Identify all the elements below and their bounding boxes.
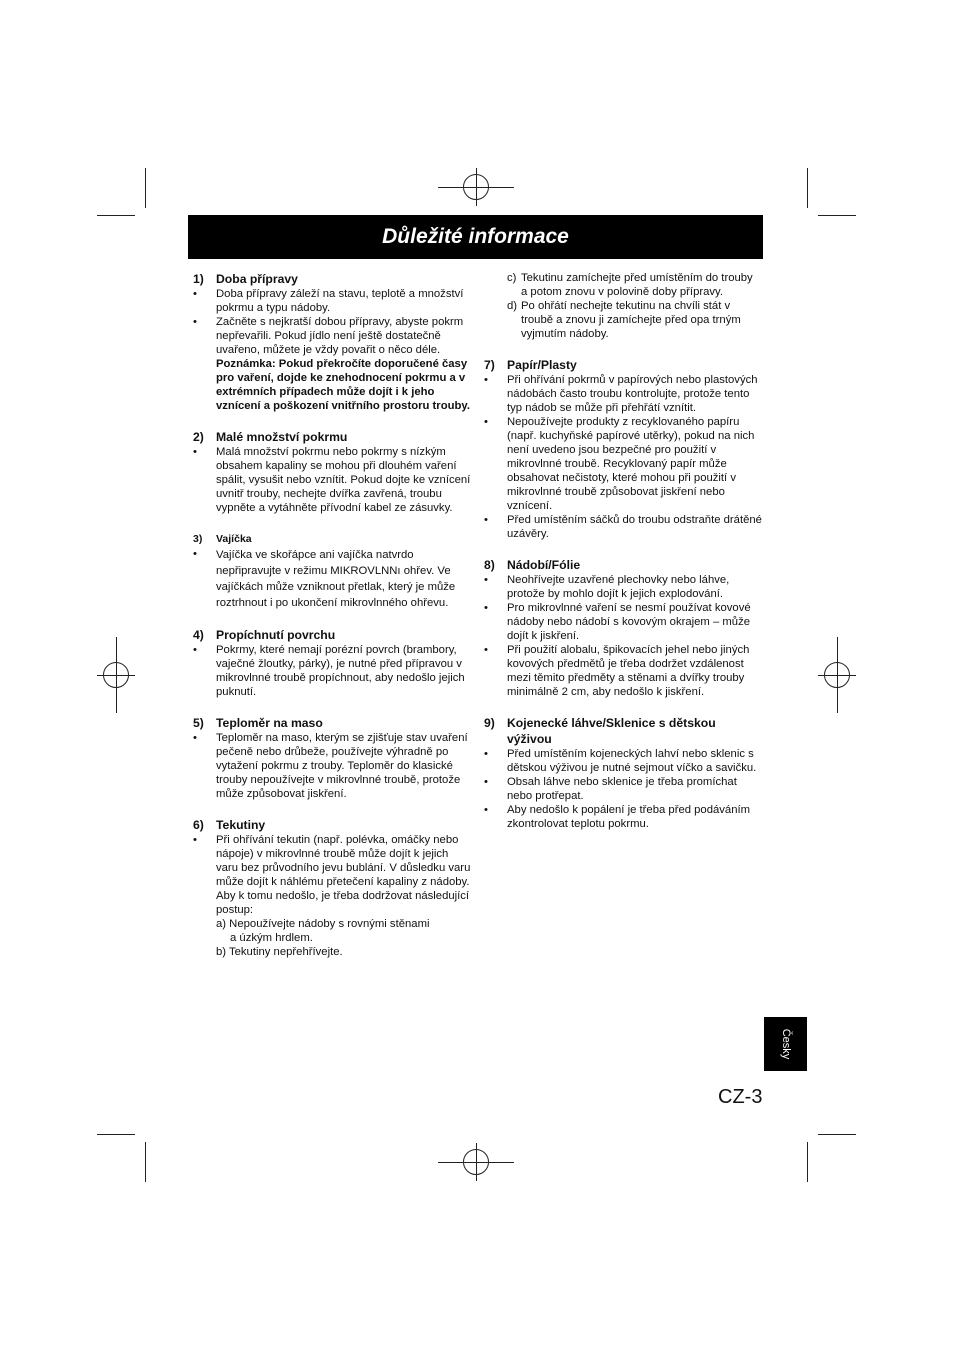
section [484, 271, 762, 341]
crop-mark [818, 215, 856, 216]
bullet-glyph: • [484, 602, 488, 614]
bullet-item [484, 775, 762, 803]
section [193, 531, 473, 611]
section-heading-text: Kojenecké láhve/Sklenice s dětskou výživou [507, 716, 716, 746]
bullet-item [193, 287, 473, 315]
bullet-item [484, 573, 762, 601]
bullet-text: Při ohřívání tekutin (např. polévka, omáčky nebo nápoje) v mikrovlnné troubě může dojít k jejich varu bez průvodního jevu bublání. V důsledku varu může dojít k náhlému přetečení kapaliny z nádoby. Aby k tomu nedošlo, je třeba dodržovat následující postup: [216, 834, 471, 916]
registration-circle [463, 174, 489, 200]
bullet-item [193, 315, 473, 357]
bullet-item [484, 373, 762, 415]
bullet-text: Pro mikrovlnné vaření se nesmí používat kovové nádoby nebo nádobí s kovovým okrajem – může dojít k jiskření. [507, 602, 751, 642]
bullet-glyph: • [193, 644, 197, 656]
page-title: Důležité informace [382, 225, 569, 248]
section-number: 8) [484, 558, 495, 572]
page-number: CZ-3 [718, 1086, 763, 1108]
section-number: 7) [484, 358, 495, 372]
bullet-glyph: • [484, 574, 488, 586]
section [193, 627, 473, 699]
bullet-item [193, 445, 473, 515]
bullet-glyph: • [193, 548, 197, 560]
bullet-glyph: • [193, 732, 197, 744]
bullet-text: Doba přípravy záleží na stavu, teplotě a množství pokrmu a typu nádoby. [216, 288, 464, 314]
crop-mark [807, 1142, 808, 1182]
crop-mark [145, 168, 146, 208]
section-heading [193, 627, 473, 643]
section-heading [484, 557, 762, 573]
bullet-item [484, 803, 762, 831]
bullet-glyph: • [484, 644, 488, 656]
step-text: Po ohřátí nechejte tekutinu na chvíli stát v troubě a znovu ji zamíchejte před opa trným vyjmutím nádoby. [521, 300, 741, 340]
section [484, 557, 762, 699]
step-text: Tekutinu zamíchejte před umístěním do trouby a potom znovu v polovině doby přípravy. [521, 272, 753, 298]
bullet-glyph: • [484, 748, 488, 760]
crop-mark [97, 215, 135, 216]
section-heading-text: Tekutiny [216, 818, 266, 832]
section-heading [193, 715, 473, 731]
bullet-text: Neohřívejte uzavřené plechovky nebo láhve, protože by mohlo dojít k jejich explodování. [507, 574, 730, 600]
bullet-glyph: • [484, 776, 488, 788]
bullet-item [484, 415, 762, 513]
crop-mark [97, 1134, 135, 1135]
bullet-item [193, 731, 473, 801]
section [193, 271, 473, 413]
bullet-text: Malá množství pokrmu nebo pokrmy s nízkým obsahem kapaliny se mohou při dlouhém vaření spálit, vysušit nebo vznítit. Pokud dojte ke vznícení uvnitř trouby, nechejte dvířka zavřená, troubu vypněte a vytáhněte přívodní kabel ze zásuvky. [216, 446, 471, 514]
section [193, 715, 473, 801]
section-number: 1) [193, 272, 204, 286]
bullet-glyph: • [484, 514, 488, 526]
bullet-glyph: • [193, 446, 197, 458]
title-banner [188, 215, 763, 259]
section-number: 2) [193, 430, 204, 444]
step-label: c) [507, 272, 517, 284]
registration-circle [824, 662, 850, 688]
bullet-text: Vajíčka ve skořápce ani vajíčka natvrdo nepřipravujte v režimu MIKROVLNNı ohřev. Ve vajíčkách může vzniknout přetlak, který je může roztrhnout i po ukončení mikrovlnného ohřevu. [216, 549, 456, 609]
bullet-item [193, 643, 473, 699]
bullet-glyph: • [484, 416, 488, 428]
section-number: 5) [193, 716, 204, 730]
bullet-text: Obsah láhve nebo sklenice je třeba promíchat nebo protřepat. [507, 776, 737, 802]
section-heading [193, 271, 473, 287]
bullet-glyph: • [484, 804, 488, 816]
section [193, 429, 473, 515]
bullet-text: Před umístěním kojeneckých lahví nebo sklenic s dětskou výživou je nutné sejmout víčko a savičku. [507, 748, 757, 774]
crop-mark [807, 168, 808, 208]
bullet-text: Pokrmy, které nemají porézní povrch (brambory, vaječné žloutky, párky), je nutné před přípravou v mikrovlnné troubě propíchnout, aby nedošlo jejich puknutí. [216, 644, 465, 698]
section [484, 357, 762, 541]
bullet-text: Teploměr na maso, kterým se zjišťuje stav uvaření pečeně nebo drůbeže, používejte výhradně po vytažení pokrmu z trouby. Teploměr do klasické trouby nepoužívejte v mikrovlnné troubě, protože může způsobovat jiskření. [216, 732, 468, 800]
step-label: d) [507, 300, 518, 312]
step-item [484, 299, 762, 341]
bullet-item [484, 643, 762, 699]
right-column [484, 271, 762, 847]
section-heading-text: Propíchnutí povrchu [216, 628, 336, 642]
bullet-glyph: • [193, 288, 197, 300]
bullet-text: Aby nedošlo k popálení je třeba před podáváním zkontrolovat teplotu pokrmu. [507, 804, 751, 830]
language-tab-label: Česky [779, 1028, 792, 1060]
section-heading-text: Papír/Plasty [507, 358, 577, 372]
section-number: 4) [193, 628, 204, 642]
section-heading [484, 715, 762, 747]
section-heading [484, 357, 762, 373]
section [484, 715, 762, 831]
bullet-text: Před umístěním sáčků do troubu odstraňte drátěné uzávěry. [507, 514, 762, 540]
step-text: b) Tekutiny nepřehřívejte. [216, 946, 343, 958]
bullet-item [484, 747, 762, 775]
section [193, 817, 473, 959]
bullet-item [193, 547, 473, 611]
section-heading-text: Vajíčka [216, 533, 252, 545]
crop-mark [145, 1142, 146, 1182]
step-text: a) Nepoužívejte nádoby s rovnými stěnami [216, 918, 430, 930]
section-number: 9) [484, 716, 495, 730]
bullet-item [484, 601, 762, 643]
registration-circle [463, 1149, 489, 1175]
section-heading-text: Teploměr na maso [216, 716, 323, 730]
bullet-text: Nepoužívejte produkty z recyklovaného papíru (např. kuchyňské papírové utěrky), pokud na nich není uvedeno jsou bezpečné pro použití v mikrovlnné troubě. Recyklovaný papír může obsahovat nečistoty, které mohou při použití v mikrovlnné troubě způsobovat jiskření nebo vznícení. [507, 416, 755, 512]
section-heading-text: Doba přípravy [216, 272, 298, 286]
registration-circle [103, 662, 129, 688]
step-item [484, 271, 762, 299]
bullet-glyph: • [484, 374, 488, 386]
language-tab [764, 1017, 807, 1071]
bullet-text: Při použití alobalu, špikovacích jehel nebo jiných kovových předmětů je třeba dodržet vzdálenost mezi těmito předměty a stěnami a dvířky trouby minimálně 2 cm, aby nedošlo k jiskření. [507, 644, 750, 698]
section-heading [193, 531, 473, 547]
bullet-text: Při ohřívání pokrmů v papírových nebo plastových nádobách často troubu kontrolujte, protože tento typ nádob se může při přehřátí vznítit. [507, 374, 758, 414]
crop-mark [818, 1134, 856, 1135]
section-number: 3) [193, 533, 203, 545]
section-heading-text: Malé množství pokrmu [216, 430, 348, 444]
section-heading [193, 429, 473, 445]
section-heading-text: Nádobí/Fólie [507, 558, 581, 572]
note-text: Poznámka: Pokud překročíte doporučené časy pro vaření, dojde ke znehodnocení pokrmu a v extrémních případech může dojít i k jeho vznícení a poškození vnitřního prostoru trouby. [216, 358, 470, 412]
section-number: 6) [193, 818, 204, 832]
bullet-item [193, 833, 473, 917]
section-heading [193, 817, 473, 833]
left-column [193, 271, 473, 975]
bullet-item [484, 513, 762, 541]
bullet-text: Začněte s nejkratší dobou přípravy, abyste pokrm nepřevařili. Pokud jídlo není ještě dostatečně uvařeno, můžete je vždy povařit o něco déle. [216, 316, 464, 356]
bullet-glyph: • [193, 834, 197, 846]
bullet-glyph: • [193, 316, 197, 328]
step-text-continued: a úzkým hrdlem. [230, 932, 313, 944]
